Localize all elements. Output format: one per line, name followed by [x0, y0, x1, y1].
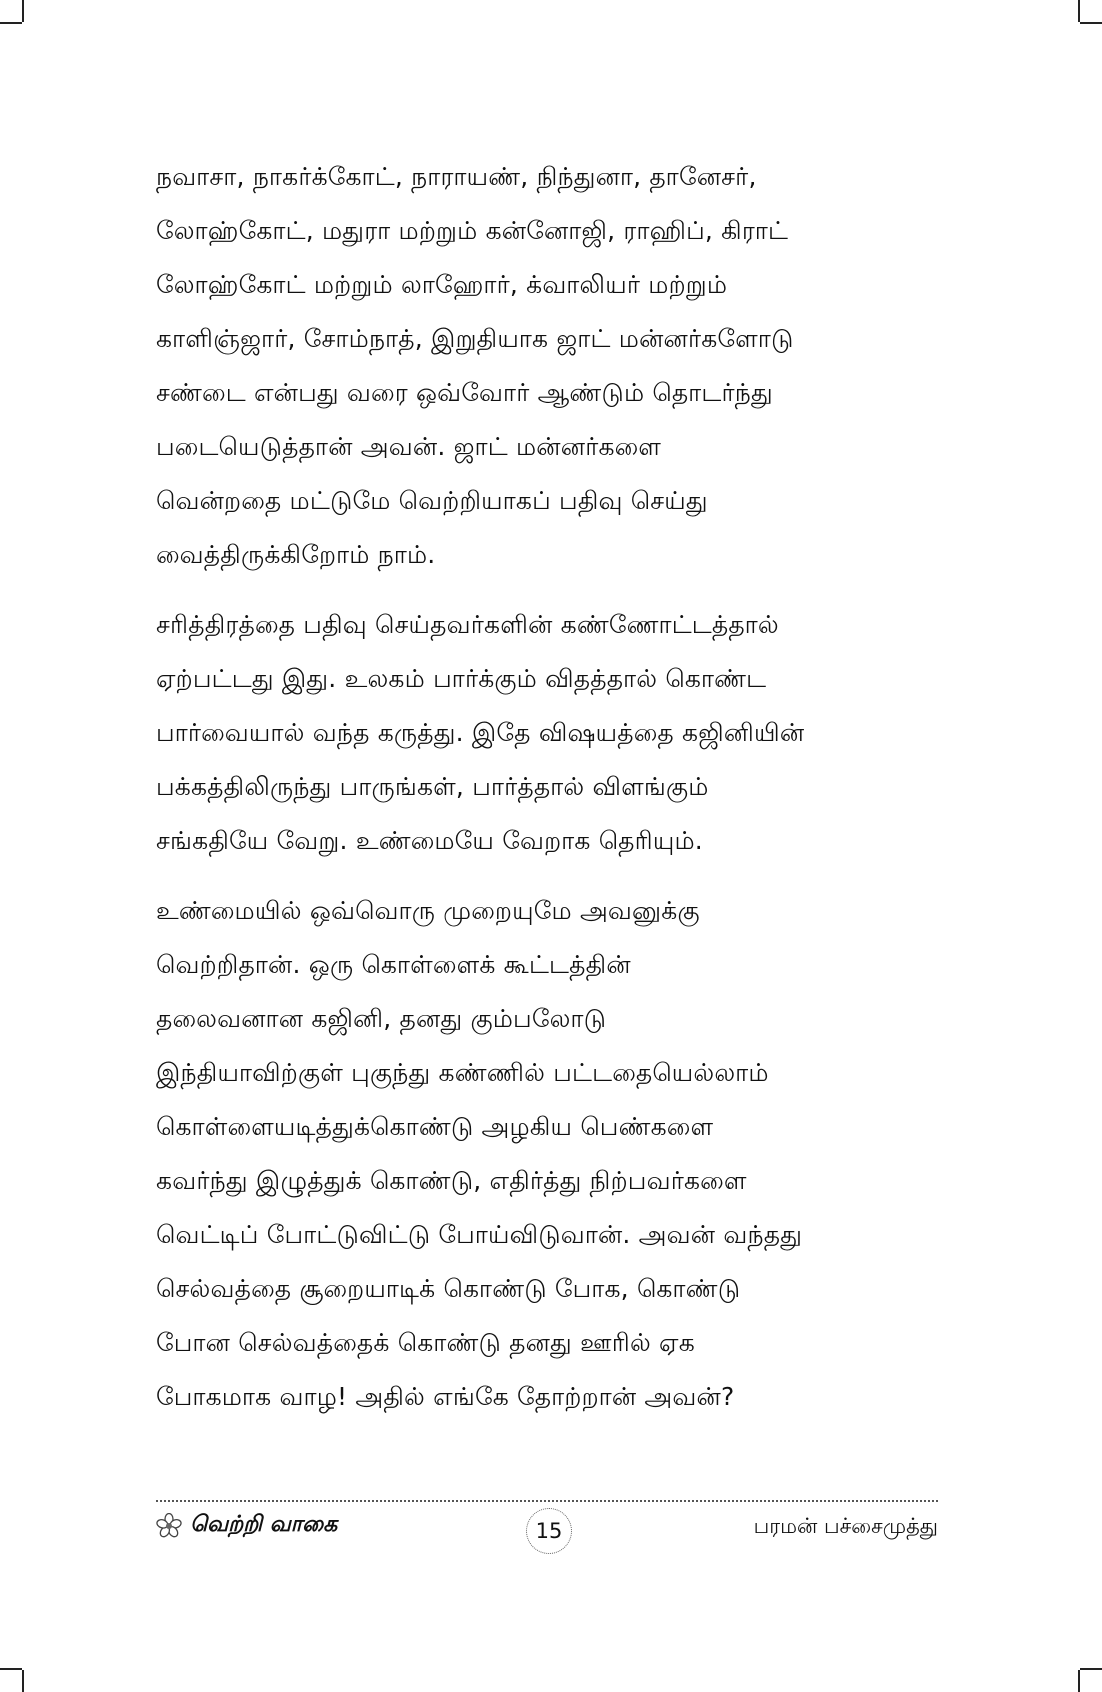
- body-text: [156, 150, 956, 1424]
- text-line: இந்தியாவிற்குள் புகுந்து கண்ணில் பட்டதையெல்லாம்: [156, 1058, 769, 1087]
- paragraph-2: [156, 598, 956, 868]
- text-line: போகமாக வாழ! அதில் எங்கே தோற்றான் அவன்?: [156, 1382, 735, 1411]
- text-line: பக்கத்திலிருந்து பாருங்கள், பார்த்தால் விளங்கும்: [156, 772, 709, 801]
- text-line: போன செல்வத்தைக் கொண்டு தனது ஊரில் ஏக: [156, 1328, 695, 1357]
- book-title: [156, 1512, 337, 1540]
- text-line: கவர்ந்து இழுத்துக் கொண்டு, எதிர்த்து நிற்பவர்களை: [156, 1166, 747, 1195]
- footer-divider: [156, 1500, 938, 1502]
- text-line: சரித்திரத்தை பதிவு செய்தவர்களின் கண்ணோட்டத்தால்: [156, 610, 779, 639]
- book-title-text: வெற்றி வாகை: [190, 1512, 338, 1537]
- page-number: [526, 1508, 572, 1554]
- text-line: தலைவனான கஜினி, தனது கும்பலோடு: [156, 1004, 607, 1033]
- text-line: லோஹ்கோட், மதுரா மற்றும் கன்னோஜி, ராஹிப், கிராட்: [156, 216, 789, 245]
- text-line: படையெடுத்தான் அவன். ஜாட் மன்னர்களை: [156, 432, 662, 461]
- text-line: ஏற்பட்டது இது. உலகம் பார்க்கும் விதத்தால் கொண்ட: [156, 664, 767, 693]
- text-line: வெட்டிப் போட்டுவிட்டு போய்விடுவான். அவன் வந்தது: [156, 1220, 803, 1249]
- text-line: லோஹ்கோட் மற்றும் லாஹோர், க்வாலியர் மற்றும்: [156, 270, 728, 299]
- text-line: காளிஞ்ஜார், சோம்நாத், இறுதியாக ஜாட் மன்னர்களோடு: [156, 324, 794, 353]
- page-number-text: 15: [535, 1519, 563, 1543]
- crop-mark-bottom-right-vertical: [1078, 1670, 1080, 1692]
- text-line: சங்கதியே வேறு. உண்மையே வேறாக தெரியும்.: [156, 826, 703, 855]
- paragraph-1: [156, 150, 956, 582]
- text-line: வெற்றிதான். ஒரு கொள்ளைக் கூட்டத்தின்: [156, 950, 631, 979]
- text-line: சண்டை என்பது வரை ஒவ்வோர் ஆண்டும் தொடர்ந்து: [156, 378, 773, 407]
- crop-mark-top-right-vertical: [1078, 0, 1080, 22]
- text-line: வென்றதை மட்டுமே வெற்றியாகப் பதிவு செய்து: [156, 486, 708, 515]
- flower-icon: [156, 1513, 182, 1539]
- crop-mark-top-left-vertical: [22, 0, 24, 22]
- page-footer: [156, 1508, 938, 1558]
- text-line: கொள்ளையடித்துக்கொண்டு அழகிய பெண்களை: [156, 1112, 714, 1141]
- crop-mark-bottom-right-horizontal: [1080, 1668, 1102, 1670]
- text-line: உண்மையில் ஒவ்வொரு முறையுமே அவனுக்கு: [156, 896, 700, 925]
- text-line: வைத்திருக்கிறோம் நாம்.: [156, 540, 436, 569]
- paragraph-3: [156, 884, 956, 1424]
- text-line: நவாசா, நாகர்க்கோட், நாராயண், நிந்துனா, தானேசர்,: [156, 162, 757, 191]
- author-name: பரமன் பச்சைமுத்து: [753, 1514, 938, 1538]
- crop-mark-top-left-horizontal: [0, 22, 22, 24]
- text-line: பார்வையால் வந்த கருத்து. இதே விஷயத்தை கஜினியின்: [156, 718, 805, 747]
- crop-mark-top-right-horizontal: [1080, 22, 1102, 24]
- crop-mark-bottom-left-horizontal: [0, 1668, 22, 1670]
- crop-mark-bottom-left-vertical: [22, 1670, 24, 1692]
- text-line: செல்வத்தை சூறையாடிக் கொண்டு போக, கொண்டு: [156, 1274, 741, 1303]
